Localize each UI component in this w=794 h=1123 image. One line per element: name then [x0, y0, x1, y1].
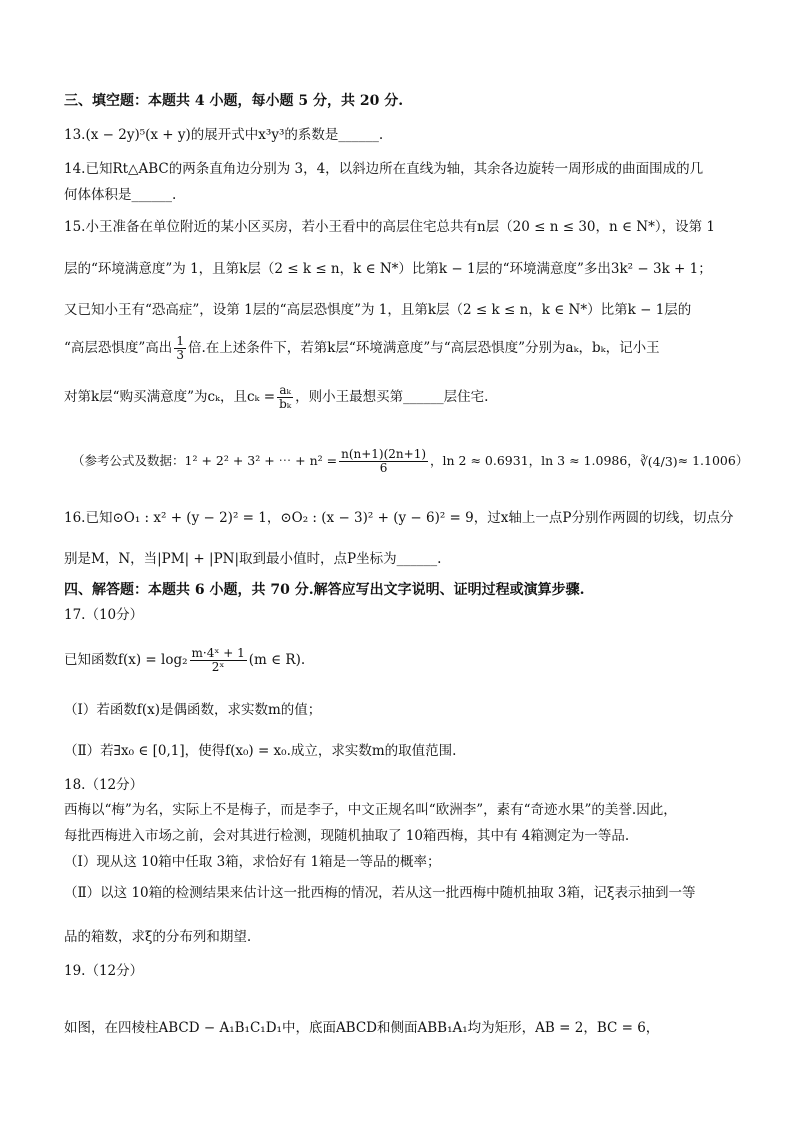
q15-line5-after: ，则小王最想买第______层住宅.	[295, 389, 489, 405]
question-19-heading: 19.（12分）	[64, 963, 144, 979]
reference-before: （参考公式及数据：1² + 2² + 3² + ⋯ + n² =	[72, 453, 338, 468]
section-four-heading: 四、解答题：本题共 6 小题，共 70 分.解答应写出文字说明、证明过程或演算步骤.	[64, 582, 585, 598]
q15-line4-before: “高层恐惧度”高出	[64, 340, 173, 356]
one-third-fraction	[174, 335, 186, 362]
question-15-line-1: 15.小王准备在单位附近的某小区买房，若小王看中的高层住宅总共有n层（20 ≤ n ≤ 30，n ∈ N*），设第 1	[64, 219, 715, 235]
question-16-line-1: 16.已知⊙O₁ : x² + (y − 2)² = 1，⊙O₂ : (x − 3)² + (y − 6)² = 9，过x轴上一点P分别作两圆的切线，切点分	[64, 510, 734, 526]
question-13: 13.(x − 2y)⁵(x + y)的展开式中x³y³的系数是______.	[64, 127, 384, 143]
fraction-numerator: 1	[176, 334, 184, 348]
q15-line5-before: 对第k层“购买满意度”为cₖ，且cₖ =	[64, 389, 276, 405]
question-18-part-2-line-1: （Ⅱ）以这 10箱的检测结果来估计这一批西梅的情况，若从这一批西梅中随机抽取 3箱，记ξ表示抽到一等	[64, 885, 696, 901]
reference-after: ，ln 2 ≈ 0.6931，ln 3 ≈ 1.0986，	[430, 453, 640, 468]
question-15-reference	[72, 446, 748, 477]
q17-stem-before: 已知函数f(x) = log₂	[64, 652, 188, 668]
question-17-part-2: （Ⅱ）若∃x₀ ∈ [0,1]，使得f(x₀) = x₀.成立，求实数m的取值范围.	[64, 743, 457, 759]
question-15-line-5	[64, 382, 488, 412]
section-three-heading: 三、填空题：本题共 4 小题，每小题 5 分，共 20 分.	[64, 93, 404, 109]
question-15-line-3: 又已知小王有“恐高症”，设第 1层的“高层恐惧度”为 1，且第k层（2 ≤ k ≤ n，k ∈ N*）比第k − 1层的	[64, 302, 692, 318]
question-15-line-2: 层的“环境满意度”为 1，且第k层（2 ≤ k ≤ n，k ∈ N*）比第k − 1层的“环境满意度”多出3k² − 3k + 1；	[64, 261, 712, 277]
question-17-part-1: （Ⅰ）若函数f(x)是偶函数，求实数m的值；	[64, 702, 322, 718]
fraction-numerator: n(n+1)(2n+1)	[341, 447, 427, 461]
ck-fraction	[277, 384, 293, 411]
question-14-line-1: 14.已知Rt△ABC的两条直角边分别为 3，4，以斜边所在直线为轴，其余各边旋转一周形成的曲面围成的几	[64, 161, 704, 177]
log-argument-fraction	[190, 647, 247, 674]
q15-line4-after: 倍.在上述条件下，若第k层“环境满意度”与“高层恐惧度”分别为aₖ，bₖ，记小王	[187, 340, 660, 356]
question-16-line-2: 别是M，N，当|PM| + |PN|取到最小值时，点P坐标为______.	[64, 551, 442, 567]
q17-stem-after: (m ∈ R).	[248, 652, 306, 668]
fraction-denominator: bₖ	[279, 397, 292, 411]
fraction-denominator: 6	[379, 461, 388, 475]
fraction-numerator: m·4ˣ + 1	[191, 646, 245, 660]
question-14-line-2: 何体体积是______.	[64, 187, 177, 203]
cube-root-expression: ∛(4/3)	[639, 453, 678, 469]
sum-of-squares-fraction	[339, 448, 428, 475]
question-17-heading: 17.（10分）	[64, 607, 144, 623]
question-17-stem	[64, 643, 305, 677]
question-15-line-4	[64, 333, 660, 363]
question-18-part-1: （Ⅰ）现从这 10箱中任取 3箱，求恰好有 1箱是一等品的概率；	[64, 854, 441, 870]
fraction-denominator: 3	[176, 348, 184, 362]
fraction-numerator: aₖ	[277, 384, 293, 398]
question-18-part-2-line-2: 品的箱数，求ξ的分布列和期望.	[64, 929, 252, 945]
question-18-line-2: 每批西梅进入市场之前，会对其进行检测，现随机抽取了 10箱西梅，其中有 4箱测定为一等品.	[64, 828, 630, 844]
reference-end: ≈ 1.1006）	[677, 453, 749, 468]
fraction-denominator: 2ˣ	[211, 660, 225, 674]
question-18-line-1: 西梅以“梅”为名，实际上不是梅子，而是李子，中文正规名叫“欧洲李”，素有“奇迹水果”的美誉.因此，	[64, 802, 677, 818]
question-19-line-1: 如图，在四棱柱ABCD − A₁B₁C₁D₁中，底面ABCD和侧面ABB₁A₁均为矩形，AB = 2，BC = 6，	[64, 1020, 660, 1036]
question-18-heading: 18.（12分）	[64, 777, 144, 793]
